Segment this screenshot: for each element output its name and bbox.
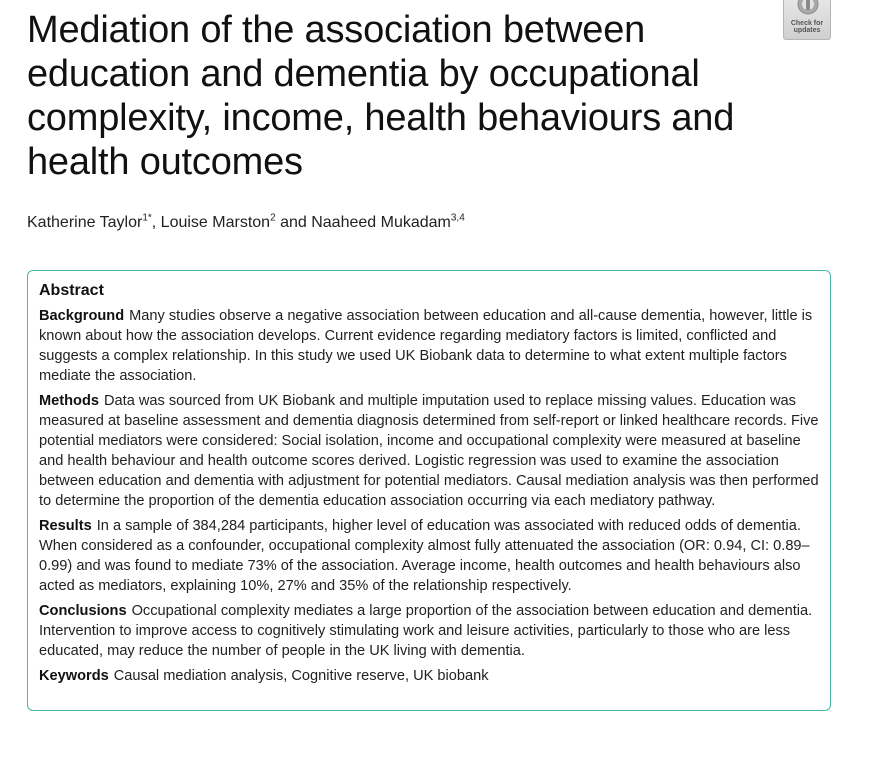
- section-text: Data was sourced from UK Biobank and multiple imputation used to replace missing values. Education was measured at baseline assessment and dementia diagnosis determined from self-report or linked healthcare records. Five potential mediators were considered: Social isolation, income and occupational complexity were measured at baseline and health behaviour and health outcome scores derived. Logistic regression was used to examine the association between education and dementia with adjustment for potential mediators. Causal mediation analysis was then performed to determine the proportion of the dementia education association occurring via each mediatory pathway.: [39, 393, 819, 509]
- author-name[interactable]: Naaheed Mukadam: [311, 214, 451, 231]
- author-affiliation: 1*: [142, 212, 152, 224]
- author-list: [27, 213, 465, 233]
- abstract-box: [27, 270, 831, 711]
- section-label: Keywords: [39, 668, 109, 684]
- section-text: Causal mediation analysis, Cognitive reserve, UK biobank: [113, 668, 489, 684]
- check-updates-label: Check for updates: [790, 20, 824, 34]
- check-for-updates-badge[interactable]: [783, 0, 831, 40]
- author-affiliation: 2: [270, 212, 276, 224]
- article-title: Mediation of the association between education and dementia by occupational complexity, income, health behaviours and health outcomes: [27, 9, 735, 183]
- abstract-methods: [39, 391, 820, 511]
- section-label: Conclusions: [39, 603, 127, 619]
- section-label: Background: [39, 308, 125, 324]
- abstract-conclusions: [39, 601, 820, 661]
- section-label: Results: [39, 518, 92, 534]
- author-affiliation: 3,4: [450, 212, 465, 224]
- abstract-results: [39, 516, 820, 596]
- author-name[interactable]: Katherine Taylor: [27, 214, 143, 231]
- author-separator: and: [275, 214, 312, 231]
- author-name[interactable]: Louise Marston: [160, 214, 271, 231]
- section-text: Many studies observe a negative association between education and all-cause dementia, however, little is known about how the association develops. Current evidence regarding mediatory factors is limited, conflicted and suggests a complex relationship. In this study we used UK Biobank data to determine to what extent multiple factors mediate the association.: [39, 308, 813, 384]
- author-separator: ,: [151, 214, 161, 231]
- section-text: In a sample of 384,284 participants, higher level of education was associated with reduced odds of dementia. When considered as a confounder, occupational complexity almost fully attenuated the association (OR: 0.94, CI: 0.89–0.99) and was found to mediate 73% of the association. Average income, health outcomes and health behaviours also acted as mediators, explaining 10%, 27% and 35% of the relationship respectively.: [39, 518, 810, 594]
- abstract-background: [39, 306, 820, 386]
- check-updates-icon: [796, 0, 820, 16]
- section-text: Occupational complexity mediates a large proportion of the association between education and dementia. Intervention to improve access to cognitively stimulating work and leisure activities, particularly to those who are less educated, may reduce the number of people in the UK living with dementia.: [39, 603, 813, 659]
- section-label: Methods: [39, 393, 99, 409]
- abstract-keywords: [39, 666, 820, 686]
- abstract-heading: Abstract: [39, 282, 104, 299]
